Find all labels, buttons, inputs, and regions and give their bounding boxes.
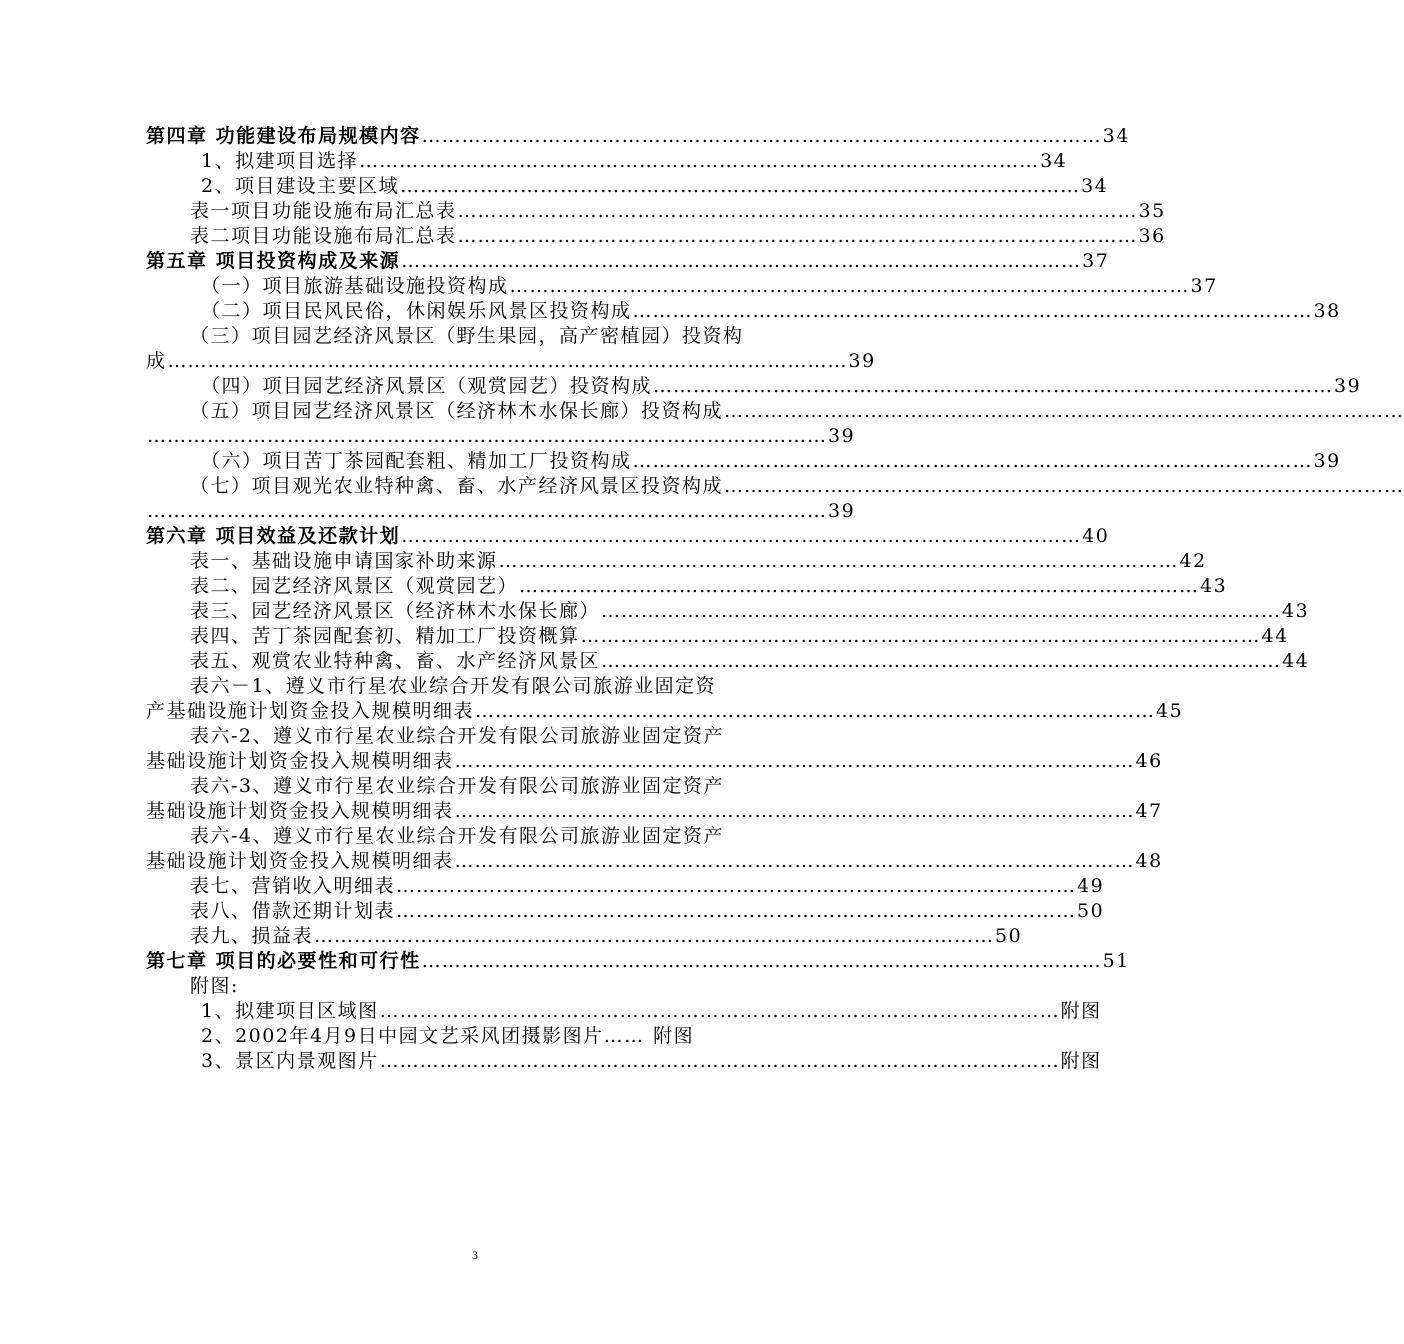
toc-entry[interactable]	[146, 299, 1341, 324]
toc-entry[interactable]	[146, 399, 1404, 424]
toc-entry[interactable]	[146, 174, 1109, 199]
toc-entry-label: 1、拟建项目区域图	[201, 1000, 379, 1022]
toc-entry-label: （一）项目旅游基础设施投资构成	[201, 275, 509, 297]
toc-entry-page: 44	[1282, 650, 1310, 672]
dot-leader: …………………………………………………………………………………………	[601, 600, 1282, 622]
toc-entry-page: 39	[828, 500, 856, 522]
toc-entry-page: 39	[1334, 375, 1362, 397]
dot-leader: …………………………………………………………………………………………	[147, 425, 827, 447]
toc-entry[interactable]	[146, 874, 1105, 899]
toc-entry[interactable]	[146, 474, 1404, 499]
toc-entry-label: （五）项目园艺经济风景区（经济林木水保长廊）投资构成	[190, 400, 724, 422]
toc-entry-page: 37	[1190, 275, 1218, 297]
toc-entry-label: 表六-3、遵义市行星农业综合开发有限公司旅游业固定资产	[190, 775, 725, 797]
toc-entry[interactable]	[146, 1024, 833, 1049]
toc-entry-page: 49	[1077, 875, 1105, 897]
toc-entry-label: 表二项目功能设施布局汇总表	[190, 225, 457, 247]
toc-entry-label: 表五、观赏农业特种禽、畜、水产经济风景区	[190, 650, 601, 672]
dot-leader: …………………………………………………………………………………………	[498, 550, 1179, 572]
appendix-heading	[146, 974, 806, 999]
toc-entry-continuation[interactable]	[146, 699, 1184, 724]
toc-entry-continuation[interactable]	[146, 424, 856, 449]
appendix-label: 附图:	[190, 975, 239, 997]
toc-entry-label-cont: 基础设施计划资金投入规模明细表	[146, 850, 454, 872]
toc-entry[interactable]	[146, 624, 1289, 649]
toc-chapter-6[interactable]	[146, 524, 1110, 549]
toc-entry-label-cont: 产基础设施计划资金投入规模明细表	[146, 700, 475, 722]
toc-entry[interactable]	[146, 774, 806, 799]
toc-entry-label: 表六－1、遵义市行星农业综合开发有限公司旅游业固定资	[190, 675, 717, 697]
toc-entry[interactable]	[146, 1049, 1102, 1074]
toc-entry-label: 第七章 项目的必要性和可行性	[146, 950, 421, 972]
toc-entry-page: 43	[1282, 600, 1310, 622]
toc-entry[interactable]	[146, 924, 1023, 949]
toc-entry[interactable]	[146, 599, 1310, 624]
toc-entry-label: 表八、借款还期计划表	[190, 900, 396, 922]
dot-leader: …………………………………………………………………………………………	[454, 850, 1135, 872]
toc-entry-label: 1、拟建项目选择	[201, 150, 359, 172]
dot-leader: …………………………………………………………………………………………	[454, 800, 1135, 822]
toc-entry-page: 48	[1135, 850, 1163, 872]
toc-entry-page: 附图	[645, 1025, 695, 1047]
toc-entry-page: 38	[1313, 300, 1341, 322]
dot-leader: …………………………………………………………………………………………	[601, 650, 1282, 672]
toc-entry-page: 43	[1200, 575, 1228, 597]
dot-leader: …………………………………………………………………………………………	[401, 525, 1082, 547]
toc-entry-label: 表四、苦丁茶园配套初、精加工厂投资概算	[190, 625, 580, 647]
table-of-contents	[146, 124, 1404, 1074]
toc-entry-label-cont: 成	[146, 350, 167, 372]
toc-entry-label: 表三、园艺经济风景区（经济林木水保长廊）	[190, 600, 601, 622]
dot-leader: …………………………………………………………………………………………	[379, 1000, 1060, 1022]
toc-entry[interactable]	[146, 824, 806, 849]
dot-leader: …………………………………………………………………………………………	[724, 400, 1404, 422]
toc-entry[interactable]	[146, 149, 1068, 174]
toc-entry-label: 2、2002年4月9日中园文艺采风团摄影图片……	[201, 1025, 645, 1047]
dot-leader: …………………………………………………………………………………………	[653, 375, 1334, 397]
dot-leader: …………………………………………………………………………………………	[632, 450, 1313, 472]
toc-entry-page: 34	[1081, 175, 1109, 197]
page-number: 3	[472, 1248, 478, 1262]
toc-entry[interactable]	[146, 649, 1310, 674]
dot-leader: …………………………………………………………………………………………	[401, 250, 1082, 272]
toc-entry-label: 表一项目功能设施布局汇总表	[190, 200, 457, 222]
toc-entry-page: 39	[828, 425, 856, 447]
toc-entry-continuation[interactable]	[146, 749, 1163, 774]
dot-leader: …………………………………………………………………………………………	[400, 175, 1081, 197]
dot-leader: …………………………………………………………………………………………	[509, 275, 1190, 297]
toc-entry-page: 35	[1138, 200, 1166, 222]
toc-entry-continuation[interactable]	[146, 799, 1163, 824]
toc-entry-continuation[interactable]	[146, 499, 856, 524]
toc-entry[interactable]	[146, 999, 1102, 1024]
toc-entry-label: 第五章 项目投资构成及来源	[146, 250, 401, 272]
dot-leader: …………………………………………………………………………………………	[167, 350, 848, 372]
toc-entry-page: 50	[1077, 900, 1105, 922]
toc-entry[interactable]	[146, 549, 1207, 574]
toc-entry-page: 附图	[1060, 1000, 1102, 1022]
toc-entry[interactable]	[146, 274, 1218, 299]
toc-entry-page: 40	[1082, 525, 1110, 547]
toc-entry-page: 42	[1179, 550, 1207, 572]
dot-leader: …………………………………………………………………………………………	[359, 150, 1040, 172]
dot-leader: …………………………………………………………………………………………	[632, 300, 1313, 322]
dot-leader: …………………………………………………………………………………………	[580, 625, 1261, 647]
toc-entry-page: 附图	[1060, 1050, 1102, 1072]
dot-leader: …………………………………………………………………………………………	[147, 500, 827, 522]
toc-entry[interactable]	[146, 449, 1341, 474]
dot-leader: …………………………………………………………………………………………	[314, 925, 995, 947]
dot-leader: …………………………………………………………………………………………	[379, 1050, 1060, 1072]
toc-entry[interactable]	[146, 574, 1228, 599]
dot-leader: …………………………………………………………………………………………	[454, 750, 1135, 772]
toc-entry-label: （七）项目观光农业特种禽、畜、水产经济风景区投资构成	[190, 475, 724, 497]
toc-entry-page: 45	[1156, 700, 1184, 722]
dot-leader: …………………………………………………………………………………………	[457, 225, 1138, 247]
toc-entry-page: 39	[1313, 450, 1341, 472]
dot-leader: …………………………………………………………………………………………	[421, 125, 1102, 147]
toc-entry-label-cont: 基础设施计划资金投入规模明细表	[146, 750, 454, 772]
toc-entry-label: 表九、损益表	[190, 925, 314, 947]
toc-chapter-7[interactable]	[146, 949, 1130, 974]
toc-entry-label: （六）项目苦丁茶园配套粗、精加工厂投资构成	[201, 450, 632, 472]
dot-leader: …………………………………………………………………………………………	[475, 700, 1156, 722]
toc-entry-label: 表六-2、遵义市行星农业综合开发有限公司旅游业固定资产	[190, 725, 725, 747]
toc-entry[interactable]	[146, 324, 806, 349]
toc-entry[interactable]	[146, 374, 1362, 399]
dot-leader: …………………………………………………………………………………………	[519, 575, 1200, 597]
toc-entry[interactable]	[146, 224, 1166, 249]
dot-leader: …………………………………………………………………………………………	[396, 900, 1077, 922]
toc-entry-label: 表七、营销收入明细表	[190, 875, 396, 897]
toc-entry-label: （二）项目民风民俗，休闲娱乐风景区投资构成	[201, 300, 632, 322]
dot-leader: …………………………………………………………………………………………	[421, 950, 1102, 972]
dot-leader: …………………………………………………………………………………………	[396, 875, 1077, 897]
toc-entry-page: 36	[1138, 225, 1166, 247]
toc-entry-label: 表二、园艺经济风景区（观赏园艺）	[190, 575, 519, 597]
toc-entry-label: 表六-4、遵义市行星农业综合开发有限公司旅游业固定资产	[190, 825, 725, 847]
toc-entry-page: 46	[1135, 750, 1163, 772]
dot-leader: …………………………………………………………………………………………	[457, 200, 1138, 222]
toc-entry-label: 第四章 功能建设布局规模内容	[146, 125, 421, 147]
toc-entry-page: 50	[995, 925, 1023, 947]
toc-entry-label: 2、项目建设主要区域	[201, 175, 400, 197]
toc-entry[interactable]	[146, 724, 806, 749]
toc-entry-page: 47	[1135, 800, 1163, 822]
toc-entry-continuation[interactable]	[146, 349, 876, 374]
toc-entry[interactable]	[146, 674, 806, 699]
toc-entry-page: 44	[1261, 625, 1289, 647]
toc-entry-label: （四）项目园艺经济风景区（观赏园艺）投资构成	[201, 375, 653, 397]
toc-entry-continuation[interactable]	[146, 849, 1163, 874]
toc-entry-page: 51	[1102, 950, 1130, 972]
toc-entry-page: 34	[1040, 150, 1068, 172]
toc-entry-label-cont: 基础设施计划资金投入规模明细表	[146, 800, 454, 822]
toc-entry-page: 39	[848, 350, 876, 372]
toc-chapter-5[interactable]	[146, 249, 1110, 274]
toc-entry-label: 表一、基础设施申请国家补助来源	[190, 550, 498, 572]
toc-entry-page: 34	[1102, 125, 1130, 147]
toc-entry-label: （三）项目园艺经济风景区（野生果园，高产密植园）投资构	[190, 325, 744, 347]
toc-chapter-4[interactable]	[146, 124, 1130, 149]
dot-leader: …………………………………………………………………………………………	[724, 475, 1404, 497]
toc-entry-label: 第六章 项目效益及还款计划	[146, 525, 401, 547]
toc-entry[interactable]	[146, 199, 1166, 224]
toc-entry[interactable]	[146, 899, 1105, 924]
toc-entry-label: 3、景区内景观图片	[201, 1050, 379, 1072]
toc-entry-page: 37	[1082, 250, 1110, 272]
